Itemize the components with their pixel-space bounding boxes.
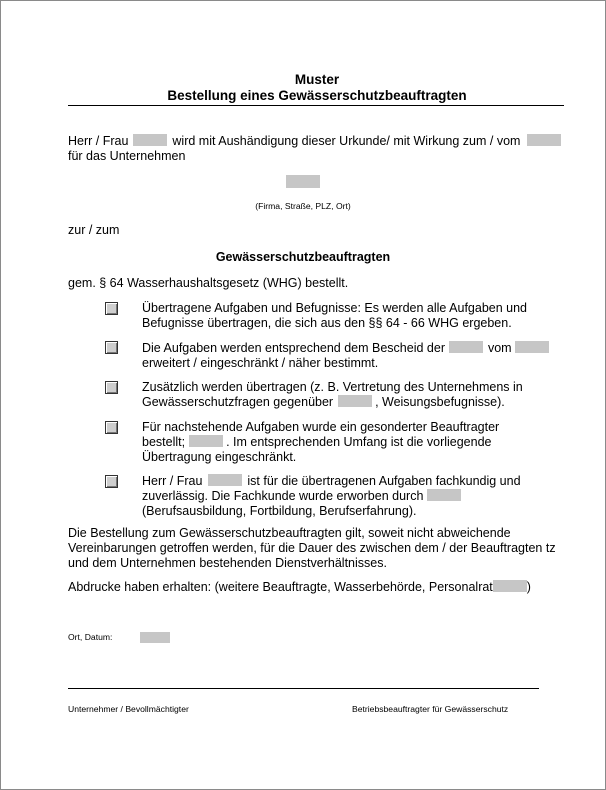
option-5-line-1 bbox=[142, 474, 521, 489]
intro-line-1 bbox=[68, 134, 561, 149]
place-date-label: Ort, Datum: bbox=[68, 632, 113, 642]
effective-date-field[interactable] bbox=[527, 134, 561, 146]
authority-field[interactable] bbox=[449, 341, 483, 353]
option-3-text-b: , Weisungsbefugnisse). bbox=[375, 395, 505, 409]
option-5-line-3: (Berufsausbildung, Fortbildung, Berufserfahrung). bbox=[142, 504, 417, 518]
validity-line-3: und dem Unternehmen bestehenden Dienstverhältnisses. bbox=[68, 556, 387, 570]
copies-recipient-field[interactable] bbox=[493, 580, 527, 592]
signature-left-label: Unternehmer / Bevollmächtigter bbox=[68, 704, 189, 714]
legal-basis: gem. § 64 Wasserhaushaltsgesetz (WHG) bestellt. bbox=[68, 276, 349, 290]
company-caption: (Firma, Straße, PLZ, Ort) bbox=[255, 201, 351, 211]
validity-line-1: Die Bestellung zum Gewässerschutzbeauftragten gilt, soweit nicht abweichende bbox=[68, 526, 511, 540]
option-1-line-1: Übertragene Aufgaben und Befugnisse: Es werden alle Aufgaben und bbox=[142, 301, 528, 315]
copies-close: ) bbox=[526, 580, 531, 594]
company-field[interactable] bbox=[286, 175, 320, 188]
copies-line bbox=[68, 580, 531, 595]
notice-date-field[interactable] bbox=[515, 341, 549, 353]
option-4-line-3: Übertragung eingeschränkt. bbox=[142, 450, 297, 464]
option-5-text-a: Herr / Frau bbox=[142, 474, 203, 488]
option-5-text-c: zuverlässig. Die Fachkunde wurde erworben durch bbox=[142, 489, 424, 503]
option-2-text-a: Die Aufgaben werden entsprechend dem Bescheid der bbox=[142, 341, 445, 355]
zur-zum-label: zur / zum bbox=[68, 223, 120, 237]
option-5-checkbox[interactable] bbox=[105, 475, 118, 488]
option-2-line-1 bbox=[142, 341, 549, 356]
option-4-line-2 bbox=[142, 435, 492, 450]
option-2-line-2: erweitert / eingeschränkt / näher bestimmt. bbox=[142, 356, 379, 370]
option-3-line-2 bbox=[142, 395, 505, 410]
option-5-line-2 bbox=[142, 489, 461, 504]
option-4-text-a: bestellt; bbox=[142, 435, 186, 449]
representation-field[interactable] bbox=[338, 395, 372, 407]
qualified-person-field[interactable] bbox=[208, 474, 242, 486]
signature-line bbox=[68, 688, 539, 689]
intro-part2: wird mit Aushändigung dieser Urkunde/ mit Wirkung zum / vom bbox=[172, 134, 521, 148]
separate-officer-field[interactable] bbox=[189, 435, 223, 447]
copies-text: Abdrucke haben erhalten: (weitere Beauftragte, Wasserbehörde, Personalrat bbox=[68, 580, 493, 594]
document-subtitle: Bestellung eines Gewässerschutzbeauftragten bbox=[167, 88, 467, 103]
qualification-field[interactable] bbox=[427, 489, 461, 501]
option-4-line-1: Für nachstehende Aufgaben wurde ein gesonderter Beauftragter bbox=[142, 420, 500, 434]
option-3-checkbox[interactable] bbox=[105, 381, 118, 394]
option-4-checkbox[interactable] bbox=[105, 421, 118, 434]
name-field[interactable] bbox=[133, 134, 167, 146]
signature-right-label: Betriebsbeauftragter für Gewässerschutz bbox=[352, 704, 509, 714]
role-heading: Gewässerschutzbeauftragten bbox=[215, 250, 391, 264]
validity-line-2: Vereinbarungen getroffen werden, für die Dauer des zwischen dem / der Beauftragten tz bbox=[68, 541, 556, 555]
intro-part1: Herr / Frau bbox=[68, 134, 129, 148]
option-5-text-b: ist für die übertragenen Aufgaben fachkundig und bbox=[247, 474, 521, 488]
option-3-text-a: Gewässerschutzfragen gegenüber bbox=[142, 395, 334, 409]
place-date-field[interactable] bbox=[140, 632, 170, 643]
intro-line-2: für das Unternehmen bbox=[68, 149, 186, 163]
option-2-text-b: vom bbox=[487, 341, 512, 355]
document-title: Muster bbox=[294, 72, 340, 87]
option-1-line-2: Befugnisse übertragen, die sich aus den §§ 64 - 66 WHG ergeben. bbox=[142, 316, 512, 330]
option-2-checkbox[interactable] bbox=[105, 341, 118, 354]
header-rule bbox=[68, 105, 564, 106]
option-4-text-b: . Im entsprechenden Umfang ist die vorliegende bbox=[226, 435, 492, 449]
option-3-line-1: Zusätzlich werden übertragen (z. B. Vertretung des Unternehmens in bbox=[142, 380, 523, 394]
option-1-checkbox[interactable] bbox=[105, 302, 118, 315]
